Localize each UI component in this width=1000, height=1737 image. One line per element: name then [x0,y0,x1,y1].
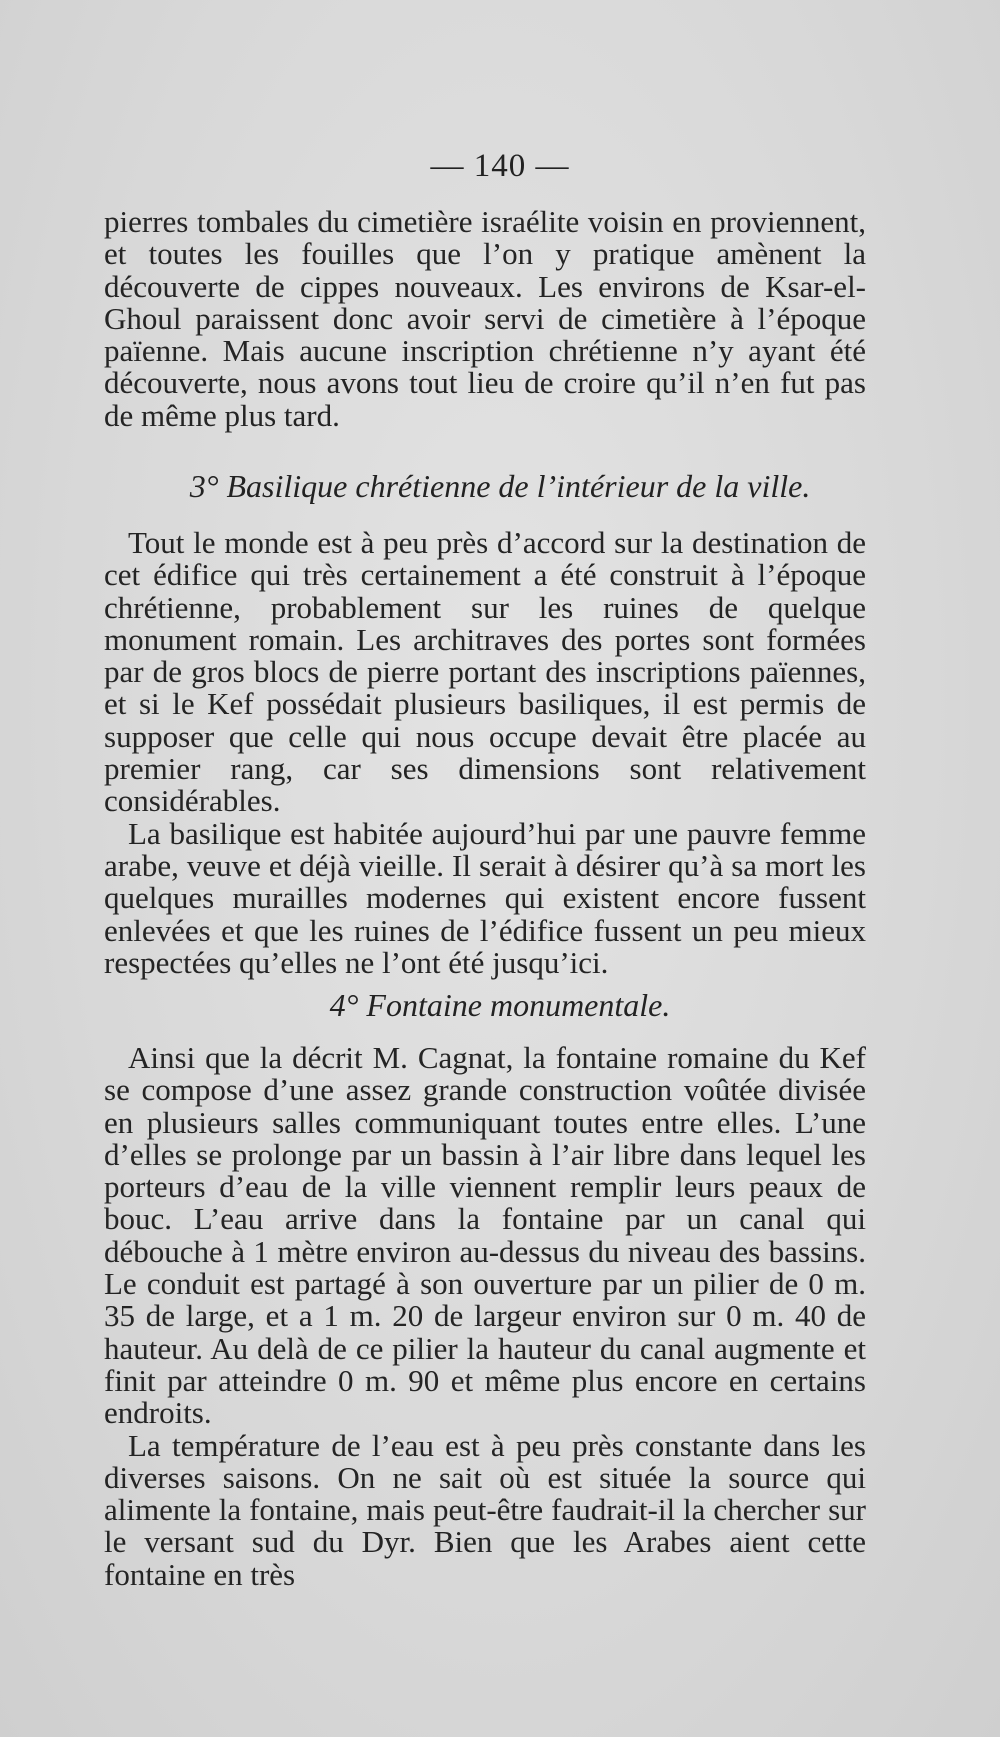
paragraph-basilique-habitee: La basilique est habitée aujourd’hui par une pauvre femme arabe, veuve et déjà vieille. Il serait à désirer qu’à sa mort les quelques murailles modernes qui existent encore fussent enlevées et que les ruines de l’édifice fussent un peu mieux respectées qu’elles ne l’ont été jusqu’ici. [104,815,866,980]
text-block-2 [104,527,866,979]
paragraph-fontaine-description: Ainsi que la décrit M. Cagnat, la fontaine romaine du Kef se compose d’une assez grande construction voûtée divisée en plusieurs salles communiquant toutes entre elles. L’une d’elles se prolonge par un bassin à l’air libre dans lequel les porteurs d’eau de la ville viennent remplir leurs peaux de bouc. L’eau arrive dans la fontaine par un canal qui débouche à 1 mètre environ au-dessus du niveau des bassins. Le conduit est partagé à son ouverture par un pilier de 0 m. 35 de large, et a 1 m. 20 de largeur environ sur 0 m. 40 de hauteur. Au delà de ce pilier la hauteur du canal augmente et finit par atteindre 0 m. 90 et même plus encore en certains endroits. [104,1040,866,1431]
paragraph-fontaine-temperature: La température de l’eau est à peu près constante dans les diverses saisons. On ne sait où est située la source qui alimente la fontaine, mais peut-être faudrait-il la chercher sur le versant sud du Dyr. Bien que les Arabes aient cette fontaine en très [104,1427,866,1592]
paragraph-basilique-destination: Tout le monde est à peu près d’accord sur la destination de cet édifice qui très certainement a été construit à l’époque chrétienne, probablement sur les ruines de quelque monument romain. Les architraves des portes sont formées par de gros blocs de pierre portant des inscriptions païennes, et si le Kef possédait plusieurs basiliques, il est permis de supposer que celle qui nous occupe devait être placée au premier rang, car ses dimensions sont relativement considérables. [104,525,866,819]
paragraph-continuation: pierres tombales du cimetière israélite voisin en proviennent, et toutes les fouilles que l’on y pratique amènent la découverte de cippes nouveaux. Les environs de Ksar-el-Ghoul paraissent donc avoir servi de cimetière à l’époque païenne. Mais aucune inscription chrétienne n’y ayant été découverte, nous avons tout lieu de croire qu’il n’en fut pas de même plus tard. [104,204,866,433]
text-block-3 [104,1042,866,1591]
page-number: — 140 — [430,148,570,184]
section-heading-basilique: 3° Basilique chrétienne de l’intérieur de la ville. [189,468,811,504]
section-heading-fontaine: 4° Fontaine monumentale. [329,987,671,1023]
text-block-1 [104,206,866,432]
